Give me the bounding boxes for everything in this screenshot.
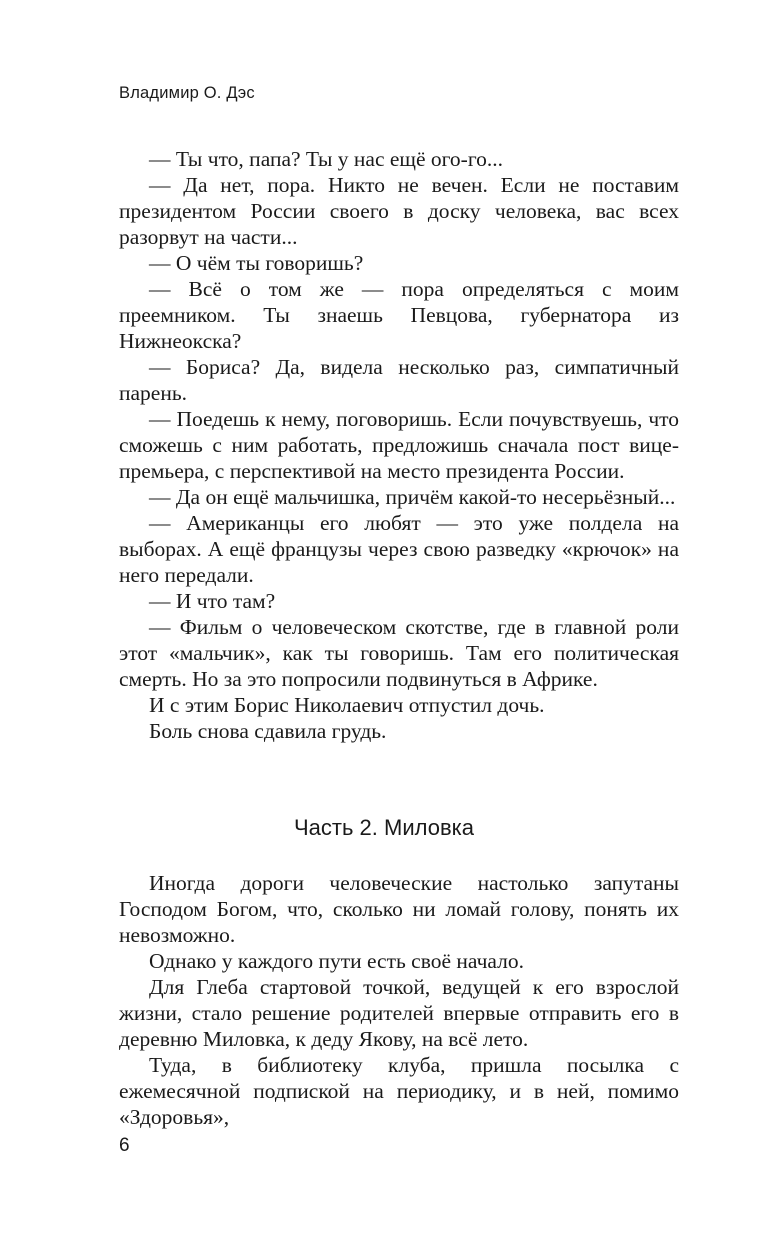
paragraph: — Да нет, пора. Никто не вечен. Если не поставим президентом России своего в доску человека, вас всех разорвут на части... — [119, 173, 679, 249]
paragraph: — Бориса? Да, видела несколько раз, симпатичный парень. — [119, 355, 679, 405]
paragraph: И с этим Борис Николаевич отпустил дочь. — [149, 693, 545, 717]
chapter-title: Часть 2. Миловка — [294, 815, 474, 840]
page-number: 6 — [119, 1135, 130, 1156]
chapter-body — [119, 870, 679, 1130]
paragraph: — Фильм о человеческом скотстве, где в главной роли этот «мальчик», как ты говоришь. Там его политическая смерть. Но за это попросили подвинуться в Африке. — [119, 615, 679, 691]
paragraph: Иногда дороги человеческие настолько запутаны Господом Богом, что, сколько ни ломай голову, понять их невозможно. — [119, 871, 679, 947]
paragraph: Боль снова сдавила грудь. — [149, 719, 387, 743]
running-head-author: Владимир О. Дэс — [119, 84, 255, 102]
paragraph: Туда, в библиотеку клуба, пришла посылка с ежемесячной подпиской на периодику, и в ней, помимо «Здоровья», — [119, 1053, 679, 1129]
paragraph: — Поедешь к нему, поговоришь. Если почувствуешь, что сможешь с ним работать, предложишь сначала пост вице-премьера, с перспективой на место президента России. — [119, 407, 679, 483]
paragraph: — Ты что, папа? Ты у нас ещё ого-го... — [149, 147, 504, 171]
paragraph: — О чём ты говоришь? — [149, 251, 364, 275]
paragraph: — Всё о том же — пора определяться с моим преемником. Ты знаешь Певцова, губернатора из Нижнеокска? — [119, 277, 679, 353]
paragraph: — Американцы его любят — это уже полдела на выборах. А ещё французы через свою разведку «крючок» на него передали. — [119, 511, 679, 587]
paragraph: Для Глеба стартовой точкой, ведущей к его взрослой жизни, стало решение родителей впервые отправить его в деревню Миловка, к деду Якову, на всё лето. — [119, 975, 679, 1051]
paragraph: Однако у каждого пути есть своё начало. — [149, 949, 524, 973]
dialogue-section — [119, 146, 679, 744]
paragraph: — Да он ещё мальчишка, причём какой-то несерьёзный... — [149, 485, 676, 509]
paragraph: — И что там? — [149, 589, 276, 613]
